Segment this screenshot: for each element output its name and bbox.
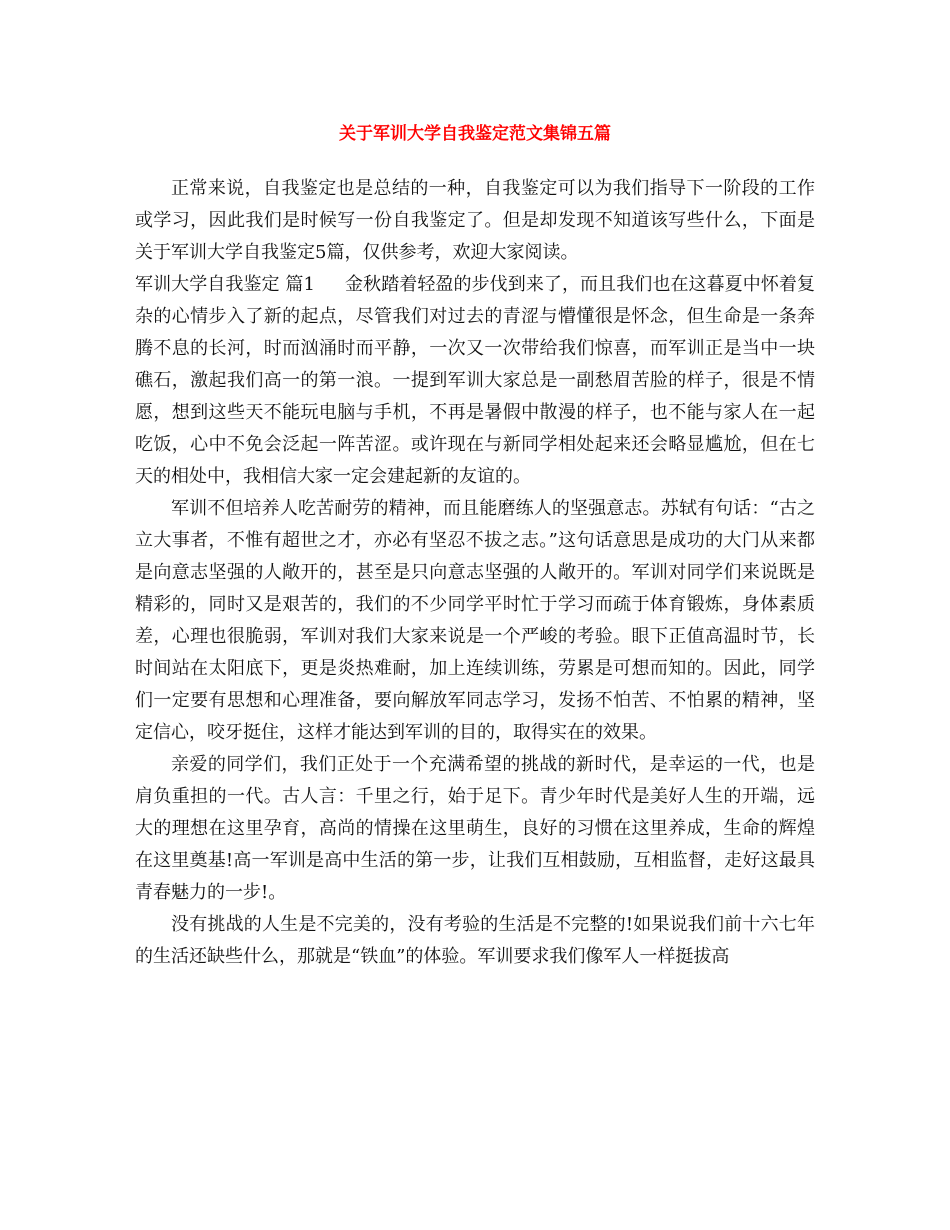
- section-label: 军训大学自我鉴定 篇1: [135, 274, 315, 295]
- section-first-paragraph: 金秋踏着轻盈的步伐到来了，而且我们也在这暮夏中怀着复杂的心情步入了新的起点，尽管我们对过去的青涩与懵懂很是怀念，但生命是一条奔腾不息的长河，时而汹涌时而平静，一次又一次带给我们惊喜，而军训正是当中一块礁石，激起我们高一的第一浪。一提到军训大家总是一副愁眉苦脸的样子，很是不情愿，想到这些天不能玩电脑与手机，不再是暑假中散漫的样子，也不能与家人在一起吃饭，心中不免会泛起一阵苦涩。或许现在与新同学相处起来还会略显尴尬，但在七天的相处中，我相信大家一定会建起新的友谊的。: [135, 274, 815, 487]
- section-paragraph-1: [135, 269, 815, 493]
- intro-paragraph: 正常来说，自我鉴定也是总结的一种，自我鉴定可以为我们指导下一阶段的工作或学习，因此我们是时候写一份自我鉴定了。但是却发现不知道该写些什么，下面是关于军训大学自我鉴定5篇，仅供参考，欢迎大家阅读。: [135, 178, 815, 263]
- body-paragraph-4: 没有挑战的人生是不完美的，没有考验的生活是不完整的!如果说我们前十六七年的生活还缺些什么，那就是“铁血”的体验。军训要求我们像军人一样挺拔高: [135, 914, 815, 967]
- document-title: 关于军训大学自我鉴定范文集锦五篇: [339, 124, 611, 144]
- body-paragraph-3: 亲爱的同学们，我们正处于一个充满希望的挑战的新时代，是幸运的一代，也是肩负重担的一代。古人言：千里之行，始于足下。青少年时代是美好人生的开端，远大的理想在这里孕育，高尚的情操在这里萌生，良好的习惯在这里养成，生命的辉煌在这里奠基!高一军训是高中生活的第一步，让我们互相鼓励，互相监督，走好这最具青春魅力的一步!。: [135, 754, 815, 903]
- document-body: [135, 173, 815, 973]
- body-paragraph-2: 军训不但培养人吃苦耐劳的精神，而且能磨练人的坚强意志。苏轼有句话：“古之立大事者，不惟有超世之才，亦必有坚忍不拔之志。”这句话意思是成功的大门从来都是向意志坚强的人敞开的，甚至是只向意志坚强的人敞开的。军训对同学们来说既是精彩的，同时又是艰苦的，我们的不少同学平时忙于学习而疏于体育锻炼，身体素质差，心理也很脆弱，军训对我们大家来说是一个严峻的考验。眼下正值高温时节，长时间站在太阳底下，更是炎热难耐，加上连续训练，劳累是可想而知的。因此，同学们一定要有思想和心理准备，要向解放军同志学习，发扬不怕苦、不怕累的精神，坚定信心，咬牙挺住，这样才能达到军训的目的，取得实在的效果。: [135, 498, 815, 743]
